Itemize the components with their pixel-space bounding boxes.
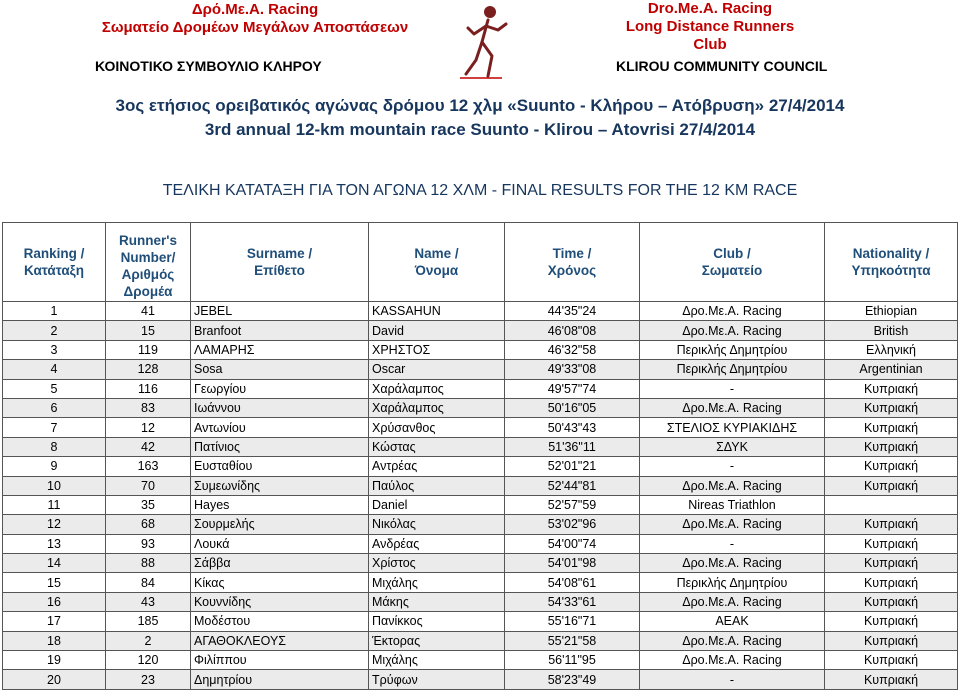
- cell-name: Ανδρέας: [369, 534, 505, 553]
- cell-surname: Σάββα: [191, 554, 369, 573]
- cell-surname: Μοδέστου: [191, 612, 369, 631]
- table-row: [3, 360, 958, 379]
- cell-surname: Ευσταθίου: [191, 457, 369, 476]
- cell-name: Χαράλαμπος: [369, 398, 505, 417]
- cell-number: 116: [106, 379, 191, 398]
- cell-club: ΑΕΑΚ: [640, 612, 825, 631]
- header-time-gr: Χρόνος: [547, 263, 597, 278]
- header-surname-en: Surname /: [246, 246, 313, 261]
- cell-surname: Γεωργίου: [191, 379, 369, 398]
- cell-number: 15: [106, 321, 191, 340]
- right-council: KLIROU COMMUNITY COUNCIL: [616, 58, 828, 74]
- header-ranking-en: Ranking /: [23, 246, 85, 261]
- cell-surname: Λουκά: [191, 534, 369, 553]
- cell-name: Χρύσανθος: [369, 418, 505, 437]
- table-row: [3, 321, 958, 340]
- cell-club: Nireas Triathlon: [640, 495, 825, 514]
- cell-number: 70: [106, 476, 191, 495]
- cell-nationality: Κυπριακή: [825, 457, 958, 476]
- cell-name: ΧΡΗΣΤΟΣ: [369, 340, 505, 359]
- race-title-english: 3rd annual 12-km mountain race Suunto - Klirou – Atovrisi 27/4/2014: [204, 120, 756, 139]
- cell-nationality: Κυπριακή: [825, 515, 958, 534]
- cell-time: 44'35"24: [505, 302, 640, 321]
- cell-rank: 14: [3, 554, 106, 573]
- cell-name: Κώστας: [369, 437, 505, 456]
- right-org-subtitle: Long Distance Runners Club: [625, 18, 795, 53]
- cell-rank: 15: [3, 573, 106, 592]
- results-body: [3, 302, 958, 690]
- cell-rank: 6: [3, 398, 106, 417]
- cell-nationality: Κυπριακή: [825, 651, 958, 670]
- cell-number: 88: [106, 554, 191, 573]
- cell-surname: Κίκας: [191, 573, 369, 592]
- cell-time: 54'08"61: [505, 573, 640, 592]
- cell-surname: Branfoot: [191, 321, 369, 340]
- cell-surname: Συμεωνίδης: [191, 476, 369, 495]
- cell-nationality: Κυπριακή: [825, 437, 958, 456]
- cell-nationality: Κυπριακή: [825, 573, 958, 592]
- table-row: [3, 476, 958, 495]
- cell-club: Δρο.Με.Α. Racing: [640, 398, 825, 417]
- header-ranking-gr: Κατάταξη: [24, 263, 84, 278]
- cell-name: Τρύφων: [369, 670, 505, 689]
- cell-rank: 18: [3, 631, 106, 650]
- cell-number: 35: [106, 495, 191, 514]
- cell-nationality: Κυπριακή: [825, 398, 958, 417]
- cell-nationality: Argentinian: [825, 360, 958, 379]
- cell-rank: 8: [3, 437, 106, 456]
- left-org-block: [95, 0, 415, 37]
- cell-surname: JEBEL: [191, 302, 369, 321]
- cell-name: Μιχάλης: [369, 651, 505, 670]
- cell-time: 49'33"08: [505, 360, 640, 379]
- cell-surname: Δημητρίου: [191, 670, 369, 689]
- cell-nationality: Κυπριακή: [825, 534, 958, 553]
- cell-name: Παύλος: [369, 476, 505, 495]
- cell-number: 42: [106, 437, 191, 456]
- cell-surname: Hayes: [191, 495, 369, 514]
- cell-nationality: [825, 495, 958, 514]
- cell-time: 51'36"11: [505, 437, 640, 456]
- table-row: [3, 437, 958, 456]
- cell-nationality: Κυπριακή: [825, 670, 958, 689]
- cell-number: 163: [106, 457, 191, 476]
- cell-club: -: [640, 534, 825, 553]
- cell-club: Δρο.Με.Α. Racing: [640, 515, 825, 534]
- header-surname: [191, 223, 369, 302]
- cell-rank: 7: [3, 418, 106, 437]
- table-row: [3, 631, 958, 650]
- cell-number: 43: [106, 592, 191, 611]
- header-name-en: Name /: [414, 246, 459, 261]
- header-ranking: [3, 223, 106, 302]
- left-org-name: Δρό.Με.Α. Racing: [191, 1, 319, 18]
- cell-name: Μιχάλης: [369, 573, 505, 592]
- cell-time: 46'08"08: [505, 321, 640, 340]
- cell-time: 49'57"74: [505, 379, 640, 398]
- table-row: [3, 534, 958, 553]
- cell-rank: 17: [3, 612, 106, 631]
- cell-surname: Πατίνιος: [191, 437, 369, 456]
- cell-name: Νικόλας: [369, 515, 505, 534]
- table-row: [3, 418, 958, 437]
- cell-name: Χαράλαμπος: [369, 379, 505, 398]
- cell-time: 46'32"58: [505, 340, 640, 359]
- left-org-subtitle: Σωματείο Δρομέων Μεγάλων Αποστάσεων: [101, 19, 409, 36]
- header-name-gr: Όνομα: [414, 263, 459, 278]
- cell-surname: Sosa: [191, 360, 369, 379]
- cell-club: Δρο.Με.Α. Racing: [640, 651, 825, 670]
- table-row: [3, 612, 958, 631]
- right-org-name: Dro.Me.A. Racing: [647, 0, 773, 17]
- cell-rank: 2: [3, 321, 106, 340]
- cell-rank: 20: [3, 670, 106, 689]
- cell-club: Δρο.Με.Α. Racing: [640, 592, 825, 611]
- table-row: [3, 302, 958, 321]
- left-council: ΚΟΙΝΟΤΙΚΟ ΣΥΜΒΟΥΛΙΟ ΚΛΗΡΟΥ: [95, 58, 322, 74]
- cell-time: 50'16"05: [505, 398, 640, 417]
- header-time: [505, 223, 640, 302]
- cell-club: Δρο.Με.Α. Racing: [640, 554, 825, 573]
- cell-surname: Ιωάννου: [191, 398, 369, 417]
- cell-club: ΣΤΕΛΙΟΣ ΚΥΡΙΑΚΙΔΗΣ: [640, 418, 825, 437]
- header-club: [640, 223, 825, 302]
- table-row: [3, 340, 958, 359]
- cell-nationality: Κυπριακή: [825, 379, 958, 398]
- cell-name: Αντρέας: [369, 457, 505, 476]
- cell-number: 128: [106, 360, 191, 379]
- cell-nationality: Κυπριακή: [825, 418, 958, 437]
- cell-club: Δρο.Με.Α. Racing: [640, 476, 825, 495]
- cell-club: Περικλής Δημητρίου: [640, 360, 825, 379]
- cell-nationality: Ελληνική: [825, 340, 958, 359]
- cell-club: Δρο.Με.Α. Racing: [640, 321, 825, 340]
- cell-club: Περικλής Δημητρίου: [640, 340, 825, 359]
- cell-nationality: Ethiopian: [825, 302, 958, 321]
- cell-rank: 5: [3, 379, 106, 398]
- table-row: [3, 592, 958, 611]
- header-nationality-en: Nationality /: [852, 246, 930, 261]
- cell-name: Μάκης: [369, 592, 505, 611]
- cell-nationality: Κυπριακή: [825, 554, 958, 573]
- table-row: [3, 379, 958, 398]
- cell-time: 54'00"74: [505, 534, 640, 553]
- cell-surname: ΑΓΑΘΟΚΛΕΟΥΣ: [191, 631, 369, 650]
- cell-number: 120: [106, 651, 191, 670]
- header-time-en: Time /: [552, 246, 592, 261]
- table-row: [3, 651, 958, 670]
- cell-rank: 4: [3, 360, 106, 379]
- cell-nationality: British: [825, 321, 958, 340]
- cell-surname: ΛΑΜΑΡΗΣ: [191, 340, 369, 359]
- header-number-l4: Δρομέα: [123, 284, 173, 299]
- cell-club: Δρο.Με.Α. Racing: [640, 631, 825, 650]
- right-org-block: [610, 0, 810, 54]
- cell-rank: 10: [3, 476, 106, 495]
- cell-nationality: Κυπριακή: [825, 612, 958, 631]
- cell-rank: 9: [3, 457, 106, 476]
- cell-time: 55'16"71: [505, 612, 640, 631]
- cell-name: Daniel: [369, 495, 505, 514]
- header-club-en: Club /: [713, 246, 751, 261]
- cell-name: KASSAHUN: [369, 302, 505, 321]
- cell-number: 93: [106, 534, 191, 553]
- cell-number: 84: [106, 573, 191, 592]
- cell-name: Χρίστος: [369, 554, 505, 573]
- cell-nationality: Κυπριακή: [825, 476, 958, 495]
- header-club-gr: Σωματείο: [701, 263, 763, 278]
- results-table: [2, 222, 958, 690]
- cell-time: 52'44"81: [505, 476, 640, 495]
- cell-number: 83: [106, 398, 191, 417]
- table-header-row: [3, 223, 958, 302]
- cell-time: 54'33"61: [505, 592, 640, 611]
- cell-name: Oscar: [369, 360, 505, 379]
- cell-surname: Κουννίδης: [191, 592, 369, 611]
- final-results-heading: ΤΕΛΙΚΗ ΚΑΤΑΤΑΞΗ ΓΙΑ ΤΟΝ ΑΓΩΝΑ 12 ΧΛΜ - FINAL RESULTS FOR THE 12 KM RACE: [162, 182, 798, 199]
- race-title-greek: 3ος ετήσιος ορειβατικός αγώνας δρόμου 12 χλμ «Suunto - Κλήρου – Ατόβρυση» 27/4/2014: [115, 96, 845, 115]
- cell-time: 50'43"43: [505, 418, 640, 437]
- cell-number: 2: [106, 631, 191, 650]
- cell-number: 119: [106, 340, 191, 359]
- cell-time: 56'11"95: [505, 651, 640, 670]
- header-number-l2: Number/: [120, 250, 176, 265]
- cell-name: Πανίκκος: [369, 612, 505, 631]
- table-row: [3, 573, 958, 592]
- cell-club: -: [640, 379, 825, 398]
- table-row: [3, 515, 958, 534]
- cell-nationality: Κυπριακή: [825, 631, 958, 650]
- cell-name: Έκτορας: [369, 631, 505, 650]
- cell-rank: 12: [3, 515, 106, 534]
- cell-club: Δρο.Με.Α. Racing: [640, 302, 825, 321]
- cell-club: ΣΔΥΚ: [640, 437, 825, 456]
- cell-rank: 13: [3, 534, 106, 553]
- cell-rank: 16: [3, 592, 106, 611]
- cell-surname: Φιλίππου: [191, 651, 369, 670]
- header-nationality-gr: Υπηκοότητα: [851, 263, 931, 278]
- cell-surname: Σουρμελής: [191, 515, 369, 534]
- cell-club: Περικλής Δημητρίου: [640, 573, 825, 592]
- header-nationality: [825, 223, 958, 302]
- runner-logo-icon: [452, 0, 514, 82]
- table-row: [3, 495, 958, 514]
- cell-time: 53'02"96: [505, 515, 640, 534]
- table-row: [3, 670, 958, 689]
- cell-time: 58'23"49: [505, 670, 640, 689]
- cell-surname: Αντωνίου: [191, 418, 369, 437]
- header-number-l3: Αριθμός: [121, 267, 175, 282]
- cell-time: 52'01"21: [505, 457, 640, 476]
- cell-club: -: [640, 670, 825, 689]
- header-name: [369, 223, 505, 302]
- cell-rank: 11: [3, 495, 106, 514]
- header-surname-gr: Επίθετο: [254, 263, 305, 278]
- cell-number: 23: [106, 670, 191, 689]
- header-number-l1: Runner's: [119, 233, 177, 248]
- cell-number: 68: [106, 515, 191, 534]
- cell-rank: 19: [3, 651, 106, 670]
- cell-name: David: [369, 321, 505, 340]
- header-runner-number: [106, 223, 191, 302]
- table-row: [3, 457, 958, 476]
- cell-rank: 1: [3, 302, 106, 321]
- cell-club: -: [640, 457, 825, 476]
- table-row: [3, 554, 958, 573]
- cell-nationality: Κυπριακή: [825, 592, 958, 611]
- table-row: [3, 398, 958, 417]
- cell-number: 185: [106, 612, 191, 631]
- cell-number: 41: [106, 302, 191, 321]
- cell-number: 12: [106, 418, 191, 437]
- cell-time: 55'21"58: [505, 631, 640, 650]
- cell-time: 54'01"98: [505, 554, 640, 573]
- cell-rank: 3: [3, 340, 106, 359]
- cell-time: 52'57"59: [505, 495, 640, 514]
